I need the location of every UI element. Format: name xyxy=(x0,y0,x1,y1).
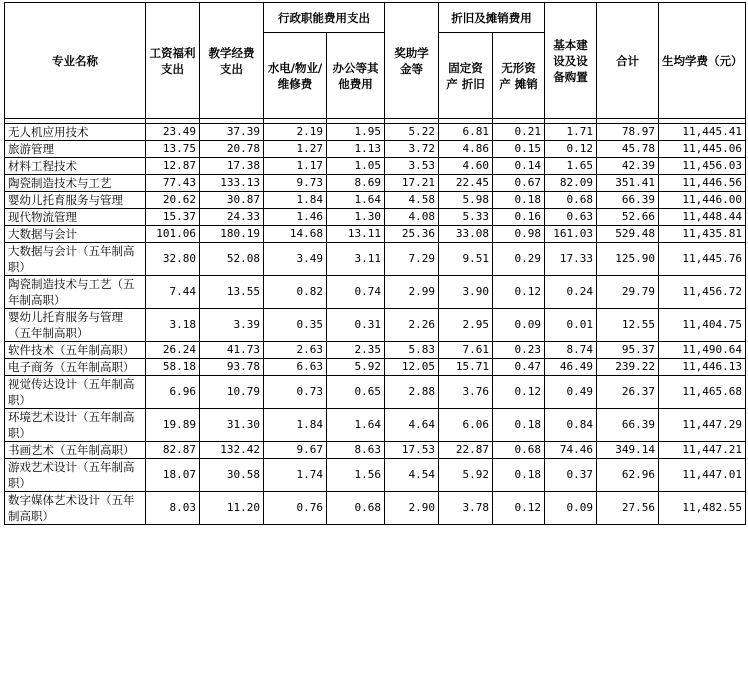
col-header-major: 专业名称 xyxy=(5,3,146,119)
cell-scholarship: 5.83 xyxy=(385,342,439,359)
cell-office: 13.11 xyxy=(327,226,385,243)
col-header-depreciation-group: 折旧及摊销费用 xyxy=(439,3,545,33)
cell-per-student: 11,456.03 xyxy=(659,158,746,175)
cell-utilities: 3.49 xyxy=(264,243,327,276)
cell-salary: 20.62 xyxy=(146,192,200,209)
cell-intangible-amortization: 0.67 xyxy=(493,175,545,192)
cell-utilities: 1.17 xyxy=(264,158,327,175)
cell-utilities: 0.82 xyxy=(264,276,327,309)
cell-scholarship: 4.08 xyxy=(385,209,439,226)
cell-fixed-depreciation: 6.81 xyxy=(439,124,493,141)
cell-scholarship: 4.64 xyxy=(385,409,439,442)
cell-fixed-depreciation: 22.87 xyxy=(439,442,493,459)
cell-fixed-depreciation: 9.51 xyxy=(439,243,493,276)
cell-teaching: 30.58 xyxy=(200,459,264,492)
cell-total: 45.78 xyxy=(597,141,659,158)
cell-office: 0.74 xyxy=(327,276,385,309)
cell-intangible-amortization: 0.21 xyxy=(493,124,545,141)
cell-construction: 0.49 xyxy=(545,376,597,409)
cell-per-student: 11,490.64 xyxy=(659,342,746,359)
cell-scholarship: 7.29 xyxy=(385,243,439,276)
cell-intangible-amortization: 0.15 xyxy=(493,141,545,158)
cell-scholarship: 12.05 xyxy=(385,359,439,376)
cell-construction: 0.37 xyxy=(545,459,597,492)
cell-major-name: 视觉传达设计（五年制高职） xyxy=(5,376,146,409)
cell-utilities: 1.84 xyxy=(264,409,327,442)
cell-construction: 161.03 xyxy=(545,226,597,243)
cell-major-name: 陶瓷制造技术与工艺 xyxy=(5,175,146,192)
table-row xyxy=(5,276,746,309)
cell-construction: 17.33 xyxy=(545,243,597,276)
col-header-per-student: 生均学费（元） xyxy=(659,3,746,119)
cell-per-student: 11,447.29 xyxy=(659,409,746,442)
cell-total: 95.37 xyxy=(597,342,659,359)
cell-fixed-depreciation: 4.60 xyxy=(439,158,493,175)
cell-major-name: 环境艺术设计（五年制高职） xyxy=(5,409,146,442)
cell-office: 5.92 xyxy=(327,359,385,376)
table-row xyxy=(5,342,746,359)
cell-intangible-amortization: 0.18 xyxy=(493,459,545,492)
cell-per-student: 11,446.00 xyxy=(659,192,746,209)
cell-office: 1.13 xyxy=(327,141,385,158)
cell-office: 0.31 xyxy=(327,309,385,342)
cell-salary: 26.24 xyxy=(146,342,200,359)
cell-intangible-amortization: 0.18 xyxy=(493,192,545,209)
cell-major-name: 旅游管理 xyxy=(5,141,146,158)
cell-utilities: 9.67 xyxy=(264,442,327,459)
cell-salary: 15.37 xyxy=(146,209,200,226)
col-header-scholarship: 奖助学 金等 xyxy=(385,3,439,119)
cell-per-student: 11,447.01 xyxy=(659,459,746,492)
cell-office: 1.64 xyxy=(327,409,385,442)
cell-utilities: 9.73 xyxy=(264,175,327,192)
cell-intangible-amortization: 0.12 xyxy=(493,376,545,409)
cell-scholarship: 2.99 xyxy=(385,276,439,309)
cost-table xyxy=(4,2,746,525)
cell-utilities: 0.73 xyxy=(264,376,327,409)
cell-salary: 32.80 xyxy=(146,243,200,276)
cell-per-student: 11,404.75 xyxy=(659,309,746,342)
cell-total: 351.41 xyxy=(597,175,659,192)
cell-intangible-amortization: 0.98 xyxy=(493,226,545,243)
cell-fixed-depreciation: 15.71 xyxy=(439,359,493,376)
cell-major-name: 游戏艺术设计（五年制高职） xyxy=(5,459,146,492)
cell-fixed-depreciation: 33.08 xyxy=(439,226,493,243)
cell-fixed-depreciation: 3.76 xyxy=(439,376,493,409)
table-row xyxy=(5,492,746,525)
cell-fixed-depreciation: 5.92 xyxy=(439,459,493,492)
cell-salary: 13.75 xyxy=(146,141,200,158)
cell-per-student: 11,482.55 xyxy=(659,492,746,525)
cell-construction: 46.49 xyxy=(545,359,597,376)
cell-scholarship: 25.36 xyxy=(385,226,439,243)
col-header-teaching: 教学经费 支出 xyxy=(200,3,264,119)
cell-construction: 0.09 xyxy=(545,492,597,525)
cell-teaching: 180.19 xyxy=(200,226,264,243)
table-row xyxy=(5,309,746,342)
cell-fixed-depreciation: 5.98 xyxy=(439,192,493,209)
cell-office: 0.68 xyxy=(327,492,385,525)
cell-office: 2.35 xyxy=(327,342,385,359)
cell-teaching: 132.42 xyxy=(200,442,264,459)
cell-major-name: 婴幼儿托育服务与管理 xyxy=(5,192,146,209)
cell-major-name: 无人机应用技术 xyxy=(5,124,146,141)
cell-teaching: 10.79 xyxy=(200,376,264,409)
cell-utilities: 1.74 xyxy=(264,459,327,492)
cell-intangible-amortization: 0.12 xyxy=(493,492,545,525)
cell-per-student: 11,446.56 xyxy=(659,175,746,192)
cell-per-student: 11,445.76 xyxy=(659,243,746,276)
cell-salary: 12.87 xyxy=(146,158,200,175)
col-header-office: 办公等其他费用 xyxy=(327,33,385,119)
cell-utilities: 1.27 xyxy=(264,141,327,158)
cell-teaching: 31.30 xyxy=(200,409,264,442)
cell-utilities: 6.63 xyxy=(264,359,327,376)
cell-construction: 0.12 xyxy=(545,141,597,158)
cell-teaching: 41.73 xyxy=(200,342,264,359)
cell-teaching: 93.78 xyxy=(200,359,264,376)
cell-fixed-depreciation: 4.86 xyxy=(439,141,493,158)
table-row xyxy=(5,376,746,409)
cell-scholarship: 4.54 xyxy=(385,459,439,492)
cell-total: 62.96 xyxy=(597,459,659,492)
table-row xyxy=(5,175,746,192)
cell-salary: 82.87 xyxy=(146,442,200,459)
cell-salary: 7.44 xyxy=(146,276,200,309)
cell-intangible-amortization: 0.14 xyxy=(493,158,545,175)
cell-salary: 6.96 xyxy=(146,376,200,409)
cell-salary: 8.03 xyxy=(146,492,200,525)
table-row xyxy=(5,226,746,243)
cell-intangible-amortization: 0.68 xyxy=(493,442,545,459)
col-header-salary: 工资福利 支出 xyxy=(146,3,200,119)
cell-utilities: 1.46 xyxy=(264,209,327,226)
cell-teaching: 13.55 xyxy=(200,276,264,309)
cell-scholarship: 3.53 xyxy=(385,158,439,175)
cell-construction: 8.74 xyxy=(545,342,597,359)
cell-utilities: 0.35 xyxy=(264,309,327,342)
cell-salary: 23.49 xyxy=(146,124,200,141)
cell-intangible-amortization: 0.16 xyxy=(493,209,545,226)
table-header xyxy=(5,3,746,124)
cell-office: 8.69 xyxy=(327,175,385,192)
cell-teaching: 37.39 xyxy=(200,124,264,141)
cell-construction: 74.46 xyxy=(545,442,597,459)
cell-office: 3.11 xyxy=(327,243,385,276)
cell-scholarship: 17.21 xyxy=(385,175,439,192)
cell-total: 27.56 xyxy=(597,492,659,525)
cell-office: 1.95 xyxy=(327,124,385,141)
cell-total: 125.90 xyxy=(597,243,659,276)
cell-office: 0.65 xyxy=(327,376,385,409)
table-row xyxy=(5,158,746,175)
table-row xyxy=(5,243,746,276)
cell-major-name: 书画艺术（五年制高职） xyxy=(5,442,146,459)
table-row xyxy=(5,359,746,376)
cell-per-student: 11,435.81 xyxy=(659,226,746,243)
col-header-total: 合计 xyxy=(597,3,659,119)
cell-major-name: 婴幼儿托育服务与管理（五年制高职） xyxy=(5,309,146,342)
col-header-fixed-depreciation: 固定资 产 折旧 xyxy=(439,33,493,119)
cell-construction: 0.01 xyxy=(545,309,597,342)
cell-per-student: 11,465.68 xyxy=(659,376,746,409)
cell-salary: 101.06 xyxy=(146,226,200,243)
cell-teaching: 52.08 xyxy=(200,243,264,276)
cell-intangible-amortization: 0.29 xyxy=(493,243,545,276)
cell-total: 52.66 xyxy=(597,209,659,226)
cell-salary: 19.89 xyxy=(146,409,200,442)
cell-construction: 0.24 xyxy=(545,276,597,309)
cell-per-student: 11,446.13 xyxy=(659,359,746,376)
cell-office: 1.30 xyxy=(327,209,385,226)
cell-per-student: 11,448.44 xyxy=(659,209,746,226)
cell-major-name: 材料工程技术 xyxy=(5,158,146,175)
cell-total: 29.79 xyxy=(597,276,659,309)
table-body xyxy=(5,124,746,525)
cell-teaching: 3.39 xyxy=(200,309,264,342)
cell-scholarship: 17.53 xyxy=(385,442,439,459)
cell-fixed-depreciation: 2.95 xyxy=(439,309,493,342)
cell-major-name: 大数据与会计（五年制高职） xyxy=(5,243,146,276)
cell-utilities: 0.76 xyxy=(264,492,327,525)
cell-office: 1.64 xyxy=(327,192,385,209)
cell-salary: 3.18 xyxy=(146,309,200,342)
table-row xyxy=(5,209,746,226)
table-row xyxy=(5,124,746,141)
cell-per-student: 11,445.41 xyxy=(659,124,746,141)
cell-major-name: 电子商务（五年制高职） xyxy=(5,359,146,376)
cell-construction: 0.63 xyxy=(545,209,597,226)
cell-office: 1.56 xyxy=(327,459,385,492)
cell-per-student: 11,456.72 xyxy=(659,276,746,309)
cell-scholarship: 2.26 xyxy=(385,309,439,342)
cell-office: 1.05 xyxy=(327,158,385,175)
cell-fixed-depreciation: 7.61 xyxy=(439,342,493,359)
cell-fixed-depreciation: 5.33 xyxy=(439,209,493,226)
cell-total: 239.22 xyxy=(597,359,659,376)
cell-total: 66.39 xyxy=(597,409,659,442)
cell-total: 42.39 xyxy=(597,158,659,175)
cell-total: 349.14 xyxy=(597,442,659,459)
cell-teaching: 20.78 xyxy=(200,141,264,158)
cell-intangible-amortization: 0.09 xyxy=(493,309,545,342)
cell-office: 8.63 xyxy=(327,442,385,459)
cell-utilities: 14.68 xyxy=(264,226,327,243)
cell-total: 66.39 xyxy=(597,192,659,209)
cell-total: 78.97 xyxy=(597,124,659,141)
cell-fixed-depreciation: 6.06 xyxy=(439,409,493,442)
cell-teaching: 133.13 xyxy=(200,175,264,192)
cell-construction: 0.68 xyxy=(545,192,597,209)
cell-intangible-amortization: 0.12 xyxy=(493,276,545,309)
cell-total: 12.55 xyxy=(597,309,659,342)
cell-major-name: 现代物流管理 xyxy=(5,209,146,226)
table-row xyxy=(5,141,746,158)
cell-scholarship: 4.58 xyxy=(385,192,439,209)
cell-fixed-depreciation: 3.78 xyxy=(439,492,493,525)
cell-scholarship: 2.88 xyxy=(385,376,439,409)
cell-construction: 1.71 xyxy=(545,124,597,141)
cell-scholarship: 5.22 xyxy=(385,124,439,141)
cell-teaching: 17.38 xyxy=(200,158,264,175)
cell-salary: 77.43 xyxy=(146,175,200,192)
cell-per-student: 11,447.21 xyxy=(659,442,746,459)
cell-construction: 1.65 xyxy=(545,158,597,175)
cell-utilities: 2.63 xyxy=(264,342,327,359)
cell-utilities: 1.84 xyxy=(264,192,327,209)
cell-scholarship: 2.90 xyxy=(385,492,439,525)
cell-fixed-depreciation: 22.45 xyxy=(439,175,493,192)
col-header-utilities: 水电/物业/维修费 xyxy=(264,33,327,119)
table-row xyxy=(5,459,746,492)
cell-intangible-amortization: 0.18 xyxy=(493,409,545,442)
cell-major-name: 大数据与会计 xyxy=(5,226,146,243)
cell-total: 529.48 xyxy=(597,226,659,243)
cell-total: 26.37 xyxy=(597,376,659,409)
cell-major-name: 软件技术（五年制高职） xyxy=(5,342,146,359)
cell-major-name: 数字媒体艺术设计（五年制高职） xyxy=(5,492,146,525)
col-header-construction: 基本建 设及设备购置 xyxy=(545,3,597,119)
cell-construction: 82.09 xyxy=(545,175,597,192)
cell-scholarship: 3.72 xyxy=(385,141,439,158)
cell-salary: 58.18 xyxy=(146,359,200,376)
cell-intangible-amortization: 0.23 xyxy=(493,342,545,359)
cell-intangible-amortization: 0.47 xyxy=(493,359,545,376)
cell-teaching: 30.87 xyxy=(200,192,264,209)
cell-salary: 18.07 xyxy=(146,459,200,492)
col-header-admin-group: 行政职能费用支出 xyxy=(264,3,385,33)
cell-teaching: 24.33 xyxy=(200,209,264,226)
table-row xyxy=(5,442,746,459)
cell-construction: 0.84 xyxy=(545,409,597,442)
table-row xyxy=(5,409,746,442)
cell-per-student: 11,445.06 xyxy=(659,141,746,158)
cell-fixed-depreciation: 3.90 xyxy=(439,276,493,309)
table-row xyxy=(5,192,746,209)
cell-teaching: 11.20 xyxy=(200,492,264,525)
col-header-intangible-amortization: 无形资 产 摊销 xyxy=(493,33,545,119)
cell-major-name: 陶瓷制造技术与工艺（五年制高职） xyxy=(5,276,146,309)
cell-utilities: 2.19 xyxy=(264,124,327,141)
